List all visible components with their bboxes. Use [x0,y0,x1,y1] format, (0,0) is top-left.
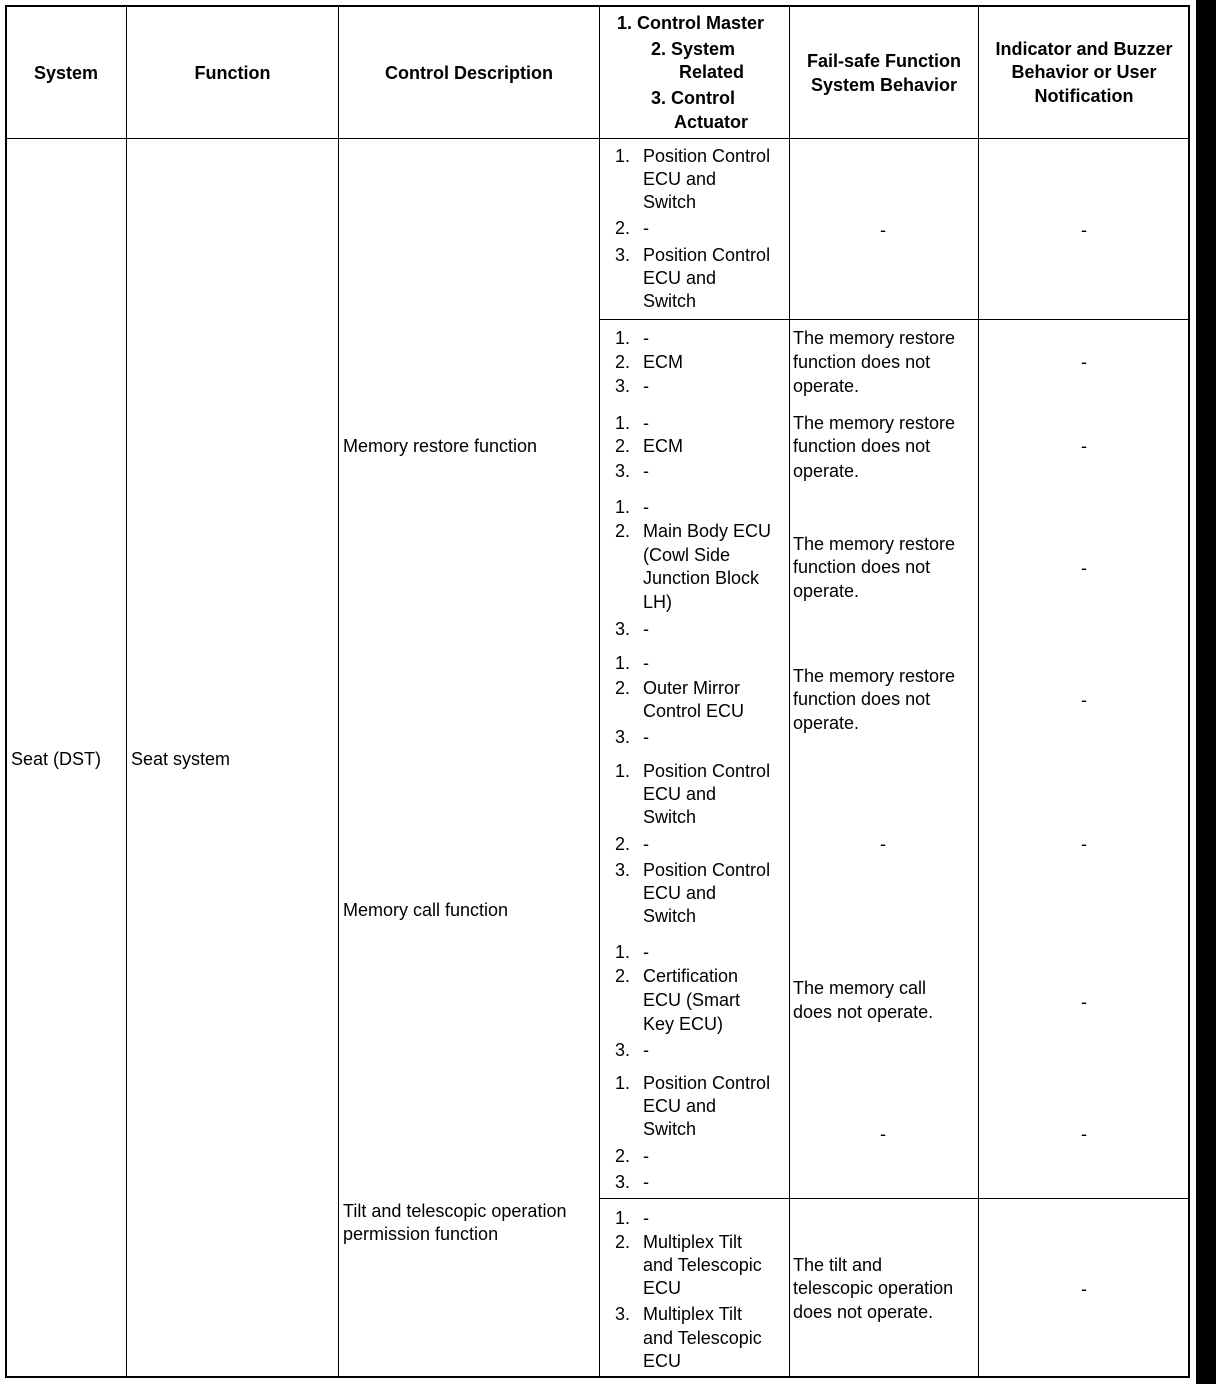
failsafe-value: - [880,220,886,240]
failsafe-value: - [880,834,886,854]
right-edge-bar [1196,0,1216,1384]
row-divider [599,319,1189,320]
failsafe-value: - [880,1124,886,1144]
indicator-value: - [1081,352,1087,372]
desc-memory-call: Memory call function [343,900,509,920]
indicator-value: - [1081,992,1087,1012]
indicator-value: - [1081,1124,1087,1144]
col-line [599,6,600,1377]
col-line [789,6,790,1377]
table-frame [5,5,1190,1378]
indicator-value: - [1081,1279,1087,1299]
header-function: Function [194,63,271,83]
row-divider [599,1198,1189,1199]
header-control-description: Control Description [384,63,553,83]
indicator-value: - [1081,690,1087,710]
function-cell: Seat system [131,749,231,769]
header-divider [6,138,1189,139]
desc-memory-restore: Memory restore function [343,436,538,456]
indicator-value: - [1081,834,1087,854]
col-line [126,6,127,1377]
col-line [338,6,339,1377]
indicator-value: - [1081,436,1087,456]
header-system: System [33,63,99,83]
indicator-value: - [1081,220,1087,240]
indicator-value: - [1081,558,1087,578]
system-cell: Seat (DST) [11,749,102,769]
col-line [978,6,979,1377]
